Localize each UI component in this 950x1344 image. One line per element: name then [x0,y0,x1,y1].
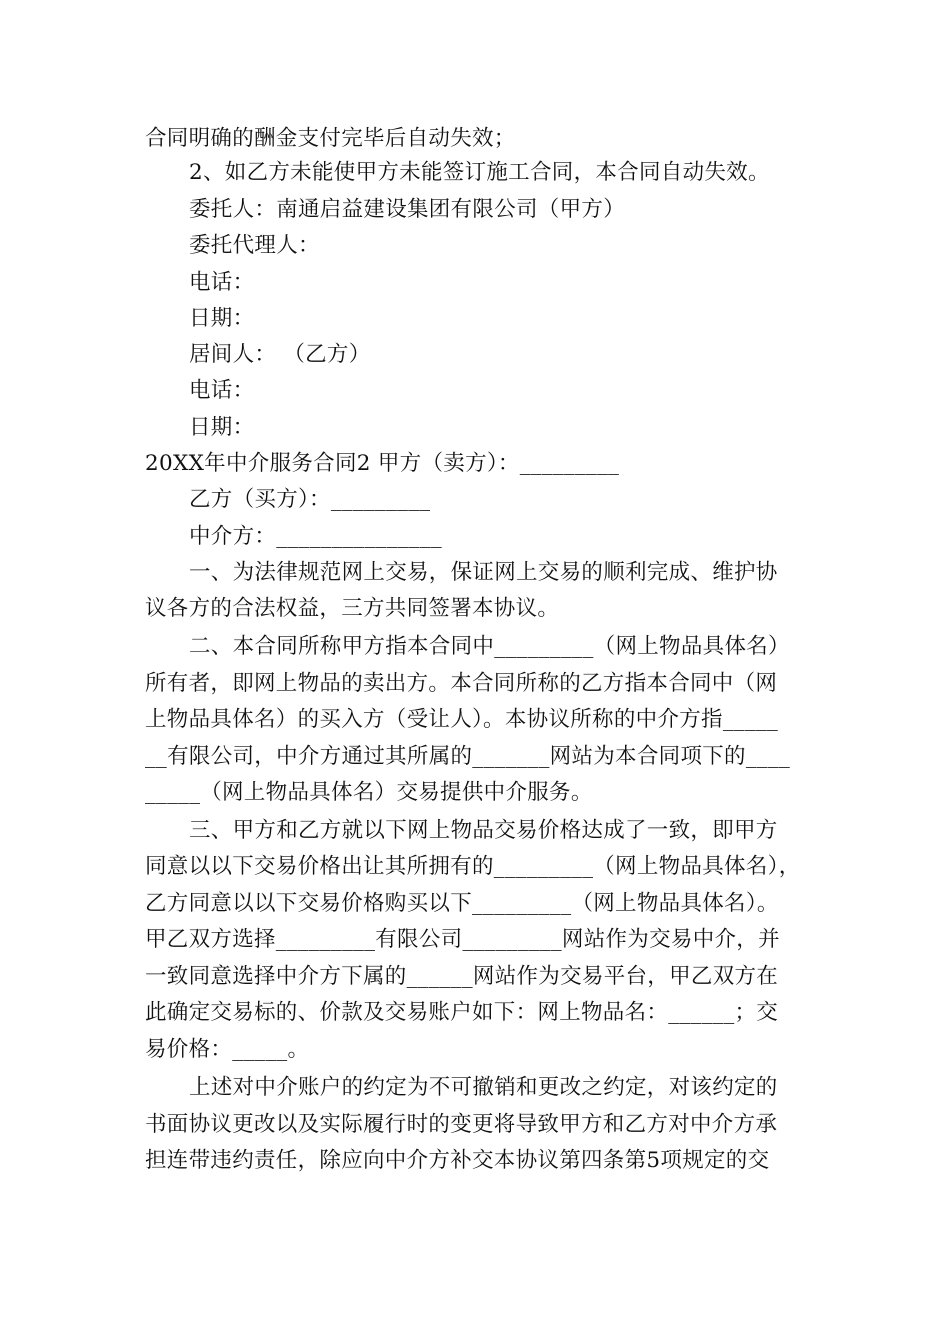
text-line: 同意以以下交易价格出让其所拥有的_________（网上物品具体名）， [145,854,801,879]
text-line: 书面协议更改以及实际履行时的变更将导致甲方和乙方对中介方承 [145,1112,778,1137]
text-line: 所有者，即网上物品的卖出方。本合同所称的乙方指本合同中（网 [145,671,778,696]
text-line: 议各方的合法权益，三方共同签署本协议。 [145,596,560,621]
text-line: 担连带违约责任，除应向中介方补交本协议第四条第5项规定的交 [145,1148,770,1173]
text-line: 易价格：_____。 [145,1037,310,1062]
text-line: _____（网上物品具体名）交易提供中介服务。 [145,780,593,805]
text-line: 日期： [189,415,255,440]
text-line: 乙方同意以以下交易价格购买以下_________（网上物品具体名）。 [145,891,779,916]
text-line: 乙方（买方）：_________ [189,487,431,512]
text-line: 此确定交易标的、价款及交易账户如下：网上物品名：______；交 [145,1000,779,1025]
text-line: 上物品具体名）的买入方（受让人）。本协议所称的中介方指_____ [145,707,779,732]
section-heading: 20XX年中介服务合同2 甲方（卖方）：_________ [145,451,620,476]
text-line: 电话： [189,270,255,295]
text-line: __有限公司，中介方通过其所属的_______网站为本合同项下的____ [145,744,791,769]
text-line: 居间人： （乙方） [189,342,371,367]
text-line: 委托人：南通启益建设集团有限公司（甲方） [189,197,626,222]
text-line: 委托代理人： [189,233,320,258]
text-line: 一致同意选择中介方下属的______网站作为交易平台，甲乙双方在 [145,964,779,989]
text-line: 合同明确的酬金支付完毕后自动失效； [145,126,516,151]
text-line: 电话： [189,378,255,403]
text-line: 2、如乙方未能使甲方未能签订施工合同，本合同自动失效。 [189,160,770,185]
text-line: 甲乙双方选择_________有限公司_________网站作为交易中介，并 [145,927,780,952]
text-line: 二、本合同所称甲方指本合同中_________（网上物品具体名） [189,634,790,659]
text-line: 日期： [189,306,255,331]
text-line: 上述对中介账户的约定为不可撤销和更改之约定，对该约定的 [189,1075,778,1100]
text-line: 三、甲方和乙方就以下网上物品交易价格达成了一致，即甲方 [189,818,778,843]
text-line: 一、为法律规范网上交易，保证网上交易的顺利完成、维护协 [189,560,778,585]
text-line: 中介方：_______________ [189,524,442,549]
